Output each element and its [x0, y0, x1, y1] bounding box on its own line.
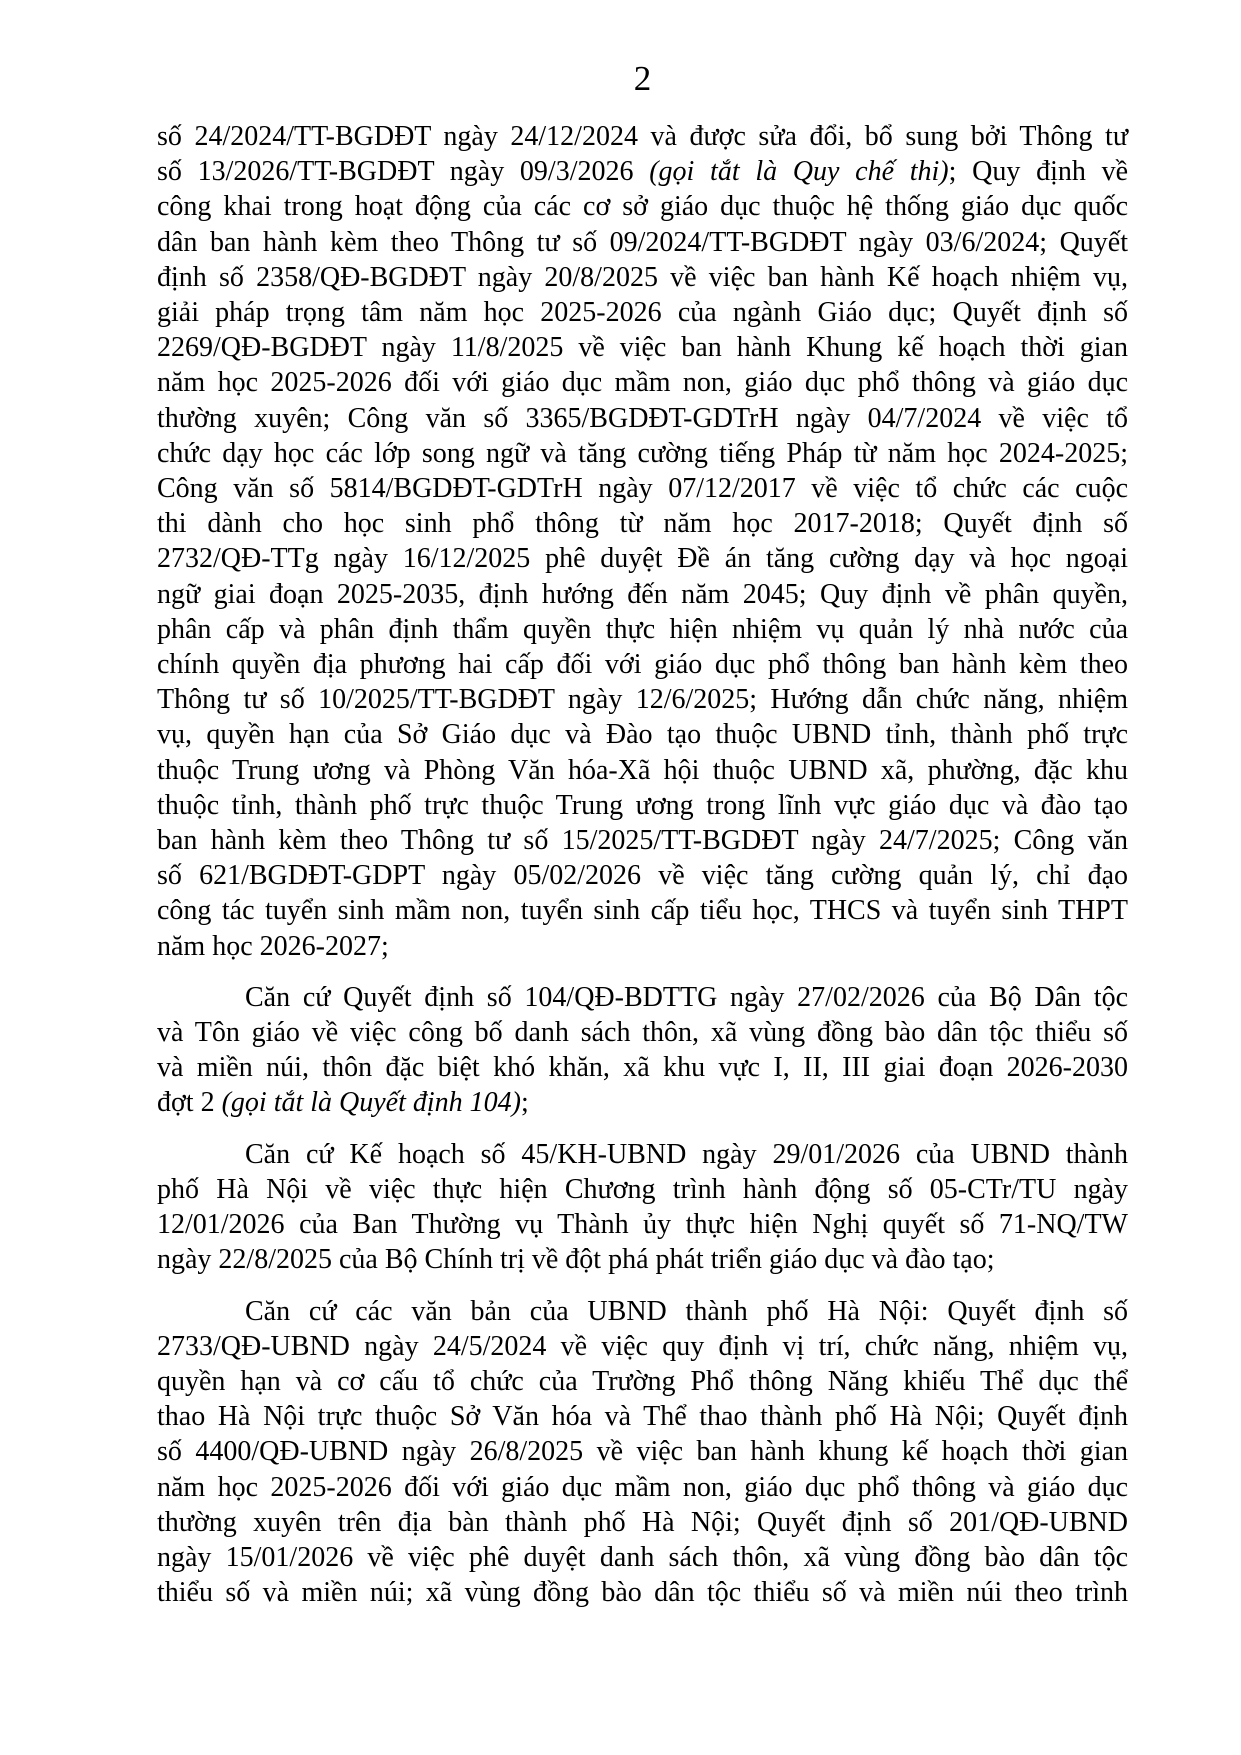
text-line	[157, 1505, 1128, 1540]
text-segment: Căn cứ Kế hoạch số 45/KH-UBND ngày 29/01/2026 của UBND thành	[245, 1138, 1128, 1170]
text-line	[157, 980, 1128, 1015]
text-line	[157, 577, 1128, 612]
text-segment: 12/01/2026 của Ban Thường vụ Thành ủy thực hiện Nghị quyết số 71-NQ/TW	[157, 1209, 1128, 1241]
text-line	[157, 1470, 1128, 1505]
text-segment: năm học 2026-2027;	[157, 930, 389, 962]
paragraph	[157, 1294, 1128, 1611]
text-segment: vụ, quyền hạn của Sở Giáo dục và Đào tạo thuộc UBND tỉnh, thành phố trực	[157, 719, 1128, 751]
text-segment: ;	[521, 1087, 529, 1119]
text-segment: Căn cứ các văn bản của UBND thành phố Hà Nội: Quyết định số	[245, 1295, 1128, 1327]
text-segment: năm học 2025-2026 đối với giáo dục mầm non, giáo dục phổ thông và giáo dục	[157, 367, 1128, 399]
text-line	[157, 189, 1128, 224]
page-number: 2	[633, 59, 652, 98]
text-segment: ngữ giai đoạn 2025-2035, định hướng đến năm 2045; Quy định về phân quyền,	[157, 578, 1128, 610]
text-line	[157, 119, 1128, 154]
text-segment: và miền núi, thôn đặc biệt khó khăn, xã khu vực I, II, III giai đoạn 2026-2030	[157, 1052, 1128, 1084]
text-segment: thường xuyên trên địa bàn thành phố Hà Nội; Quyết định số 201/QĐ-UBND	[157, 1506, 1128, 1538]
text-line	[157, 929, 1128, 964]
italic-text-segment: (gọi tắt là Quyết định 104)	[221, 1087, 521, 1119]
paragraph	[157, 119, 1128, 964]
text-segment: số 13/2026/TT-BGDĐT ngày 09/3/2026	[157, 156, 650, 188]
text-segment: Căn cứ Quyết định số 104/QĐ-BDTTG ngày 27/02/2026 của Bộ Dân tộc	[245, 981, 1128, 1013]
text-segment: phân cấp và phân định thẩm quyền thực hiện nhiệm vụ quản lý nhà nước của	[157, 613, 1128, 645]
text-line	[157, 1015, 1128, 1050]
text-segment: Công văn số 5814/BGDĐT-GDTrH ngày 07/12/2017 về việc tổ chức các cuộc	[157, 473, 1128, 505]
text-segment: năm học 2025-2026 đối với giáo dục mầm non, giáo dục phổ thông và giáo dục	[157, 1471, 1128, 1503]
text-segment: chức dạy học các lớp song ngữ và tăng cường tiếng Pháp từ năm học 2024-2025;	[157, 437, 1128, 469]
italic-text-segment: (gọi tắt là Quy chế thi)	[649, 156, 949, 188]
text-segment: chính quyền địa phương hai cấp đối với giáo dục phổ thông ban hành kèm theo	[157, 649, 1128, 681]
text-line	[157, 647, 1128, 682]
text-line	[157, 295, 1128, 330]
text-line	[157, 1364, 1128, 1399]
text-segment: thi dành cho học sinh phổ thông từ năm học 2017-2018; Quyết định số	[157, 508, 1128, 540]
text-line	[157, 753, 1128, 788]
text-segment: định số 2358/QĐ-BGDĐT ngày 20/8/2025 về việc ban hành Kế hoạch nhiệm vụ,	[157, 261, 1128, 293]
text-segment: 2269/QĐ-BGDĐT ngày 11/8/2025 về việc ban hành Khung kế hoạch thời gian	[157, 332, 1128, 364]
text-line	[157, 893, 1128, 928]
text-line	[157, 823, 1128, 858]
text-line	[157, 436, 1128, 471]
text-line	[157, 506, 1128, 541]
text-segment: công khai trong hoạt động của các cơ sở giáo dục thuộc hệ thống giáo dục quốc	[157, 191, 1128, 223]
text-segment: ngày 22/8/2025 của Bộ Chính trị về đột phá phát triển giáo dục và đào tạo;	[157, 1244, 995, 1276]
text-line	[157, 717, 1128, 752]
text-line	[157, 541, 1128, 576]
text-line	[157, 154, 1128, 189]
text-segment: số 621/BGDĐT-GDPT ngày 05/02/2026 về việc tăng cường quản lý, chỉ đạo	[157, 860, 1128, 892]
text-line	[157, 1207, 1128, 1242]
text-line	[157, 330, 1128, 365]
paragraph	[157, 1137, 1128, 1278]
text-segment: 2733/QĐ-UBND ngày 24/5/2024 về việc quy định vị trí, chức năng, nhiệm vụ,	[157, 1330, 1128, 1362]
text-segment: ban hành kèm theo Thông tư số 15/2025/TT-BGDĐT ngày 24/7/2025; Công văn	[157, 825, 1128, 857]
text-segment: đợt 2	[157, 1087, 222, 1119]
text-line	[157, 612, 1128, 647]
text-line	[157, 1540, 1128, 1575]
text-line	[157, 1085, 1128, 1120]
text-segment: thiểu số và miền núi; xã vùng đồng bào dân tộc thiểu số và miền núi theo trình	[157, 1577, 1128, 1609]
document-body	[157, 119, 1128, 1610]
text-segment: dân ban hành kèm theo Thông tư số 09/2024/TT-BGDĐT ngày 03/6/2024; Quyết	[157, 226, 1128, 258]
text-line	[157, 1172, 1128, 1207]
text-line	[157, 471, 1128, 506]
text-segment: thao Hà Nội trực thuộc Sở Văn hóa và Thể thao thành phố Hà Nội; Quyết định	[157, 1401, 1128, 1433]
text-line	[157, 1137, 1128, 1172]
text-segment: thuộc tỉnh, thành phố trực thuộc Trung ương trong lĩnh vực giáo dục và đào tạo	[157, 789, 1128, 821]
text-segment: số 24/2024/TT-BGDĐT ngày 24/12/2024 và được sửa đổi, bổ sung bởi Thông tư	[157, 121, 1128, 152]
paragraph	[157, 980, 1128, 1121]
text-line	[157, 788, 1128, 823]
text-line	[157, 225, 1128, 260]
text-segment: phố Hà Nội về việc thực hiện Chương trình hành động số 05-CTr/TU ngày	[157, 1173, 1128, 1205]
text-line	[157, 1242, 1128, 1277]
text-segment: ; Quy định về	[948, 156, 1129, 188]
text-line	[157, 1434, 1128, 1469]
text-segment: quyền hạn và cơ cấu tổ chức của Trường Phổ thông Năng khiếu Thể dục thể	[157, 1365, 1128, 1397]
text-segment: Thông tư số 10/2025/TT-BGDĐT ngày 12/6/2025; Hướng dẫn chức năng, nhiệm	[157, 684, 1128, 716]
text-line	[157, 1399, 1128, 1434]
text-segment: 2732/QĐ-TTg ngày 16/12/2025 phê duyệt Đề án tăng cường dạy và học ngoại	[157, 543, 1128, 575]
text-segment: giải pháp trọng tâm năm học 2025-2026 của ngành Giáo dục; Quyết định số	[157, 297, 1128, 329]
text-segment: công tác tuyển sinh mầm non, tuyển sinh cấp tiểu học, THCS và tuyển sinh THPT	[157, 895, 1128, 927]
text-line	[157, 1050, 1128, 1085]
text-line	[157, 365, 1128, 400]
text-line	[157, 682, 1128, 717]
text-line	[157, 858, 1128, 893]
text-line	[157, 1575, 1128, 1610]
text-segment: ngày 15/01/2026 về việc phê duyệt danh sách thôn, xã vùng đồng bào dân tộc	[157, 1541, 1128, 1573]
text-line	[157, 260, 1128, 295]
text-segment: thuộc Trung ương và Phòng Văn hóa-Xã hội thuộc UBND xã, phường, đặc khu	[157, 754, 1128, 786]
text-segment: số 4400/QĐ-UBND ngày 26/8/2025 về việc ban hành khung kế hoạch thời gian	[157, 1436, 1128, 1468]
text-segment: thường xuyên; Công văn số 3365/BGDĐT-GDTrH ngày 04/7/2024 về việc tổ	[157, 402, 1128, 434]
text-line	[157, 1294, 1128, 1329]
text-line	[157, 1329, 1128, 1364]
text-line	[157, 401, 1128, 436]
text-segment: và Tôn giáo về việc công bố danh sách thôn, xã vùng đồng bào dân tộc thiểu số	[157, 1017, 1128, 1049]
